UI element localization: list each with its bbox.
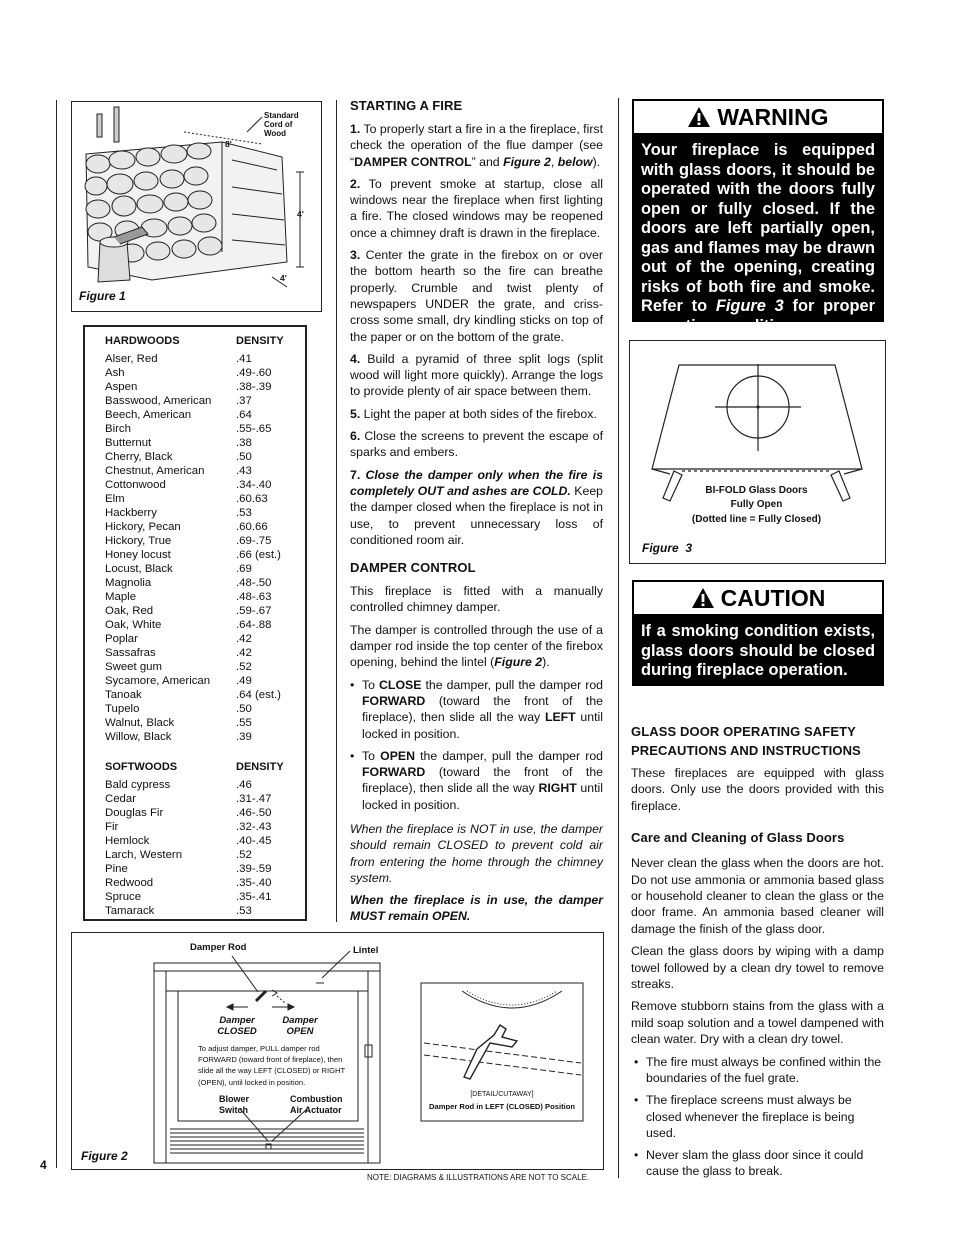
hardwoods-density: .66 (est.) bbox=[236, 549, 281, 561]
hardwoods-density: .60.63 bbox=[236, 493, 268, 505]
damper-note-2: When the fireplace is in use, the damper MUST remain OPEN. bbox=[350, 893, 603, 924]
softwoods-section bbox=[105, 760, 300, 918]
softwoods-row bbox=[105, 834, 300, 848]
hardwoods-name: Maple bbox=[105, 591, 137, 603]
hardwoods-list bbox=[105, 352, 300, 744]
hardwoods-name: Ash bbox=[105, 367, 125, 379]
hardwoods-row bbox=[105, 702, 300, 716]
hardwoods-row bbox=[105, 450, 300, 464]
softwoods-name: Pine bbox=[105, 863, 128, 875]
step-7-warning: Close the damper only when the fire is completely OUT and ashes are COLD. bbox=[350, 467, 603, 498]
hardwoods-section bbox=[105, 334, 300, 744]
step-1-text-a: To properly start a fire in a the fireplace, first check the operation of the flue damper (see “ bbox=[350, 122, 603, 169]
glass-door-section bbox=[631, 722, 884, 1186]
softwoods-header: SOFTWOODS bbox=[105, 761, 178, 773]
step-4-num: 4. bbox=[350, 351, 361, 366]
dim-depth-label: 4' bbox=[280, 273, 287, 283]
hardwoods-row bbox=[105, 576, 300, 590]
step-2 bbox=[350, 176, 603, 241]
softwoods-row bbox=[105, 848, 300, 862]
step-2-text: To prevent smoke at startup, close all windows near the fireplace when first lighting a fire. The closed windows may be reopened once a chimney draft is drawn in the fireplace. bbox=[350, 176, 603, 240]
step-1-text-b: DAMPER CONTROL bbox=[354, 154, 472, 169]
dim-height-label: 4' bbox=[297, 209, 304, 219]
hardwoods-name: Hickory, True bbox=[105, 535, 172, 547]
care-p3: Remove stubborn stains from the glass with a mild soap solution and a towel dampened with clean water. Dry with a clean dry towel. bbox=[631, 999, 884, 1047]
hardwoods-name: Locust, Black bbox=[105, 563, 173, 575]
hardwoods-density: .53 bbox=[236, 507, 252, 519]
hardwoods-name: Alser, Red bbox=[105, 353, 158, 365]
softwoods-name: Larch, Western bbox=[105, 849, 183, 861]
bullet-text: Never slam the glass door since it could cause the glass to break. bbox=[646, 1148, 864, 1179]
damper-closed-label: Damper CLOSED bbox=[217, 1015, 257, 1037]
warning-title-bar bbox=[634, 101, 882, 135]
damper-note-1: When the fireplace is NOT in use, the damper should remain CLOSED to prevent cold air from entering the home through the chimney system. bbox=[350, 821, 603, 885]
hardwoods-density: .41 bbox=[236, 353, 252, 365]
hardwoods-name: Elm bbox=[105, 493, 125, 505]
step-2-num: 2. bbox=[350, 176, 361, 191]
b1-g: until locked in position. bbox=[362, 710, 603, 741]
b1-e: (toward the front of the fireplace), then slide all the way bbox=[362, 693, 603, 725]
hardwoods-density: .64 bbox=[236, 409, 252, 421]
hardwoods-density: .59-.67 bbox=[236, 605, 272, 617]
bullet-mark: • bbox=[634, 1093, 639, 1108]
hardwoods-density: .49 bbox=[236, 675, 252, 687]
hardwoods-name: Willow, Black bbox=[105, 731, 172, 743]
glass-door-heading: GLASS DOOR OPERATING SAFETY PRECAUTIONS AND INSTRUCTIONS bbox=[631, 724, 861, 758]
hardwoods-density: .43 bbox=[236, 465, 252, 477]
hardwoods-density: .50 bbox=[236, 703, 252, 715]
hardwoods-density: .69-.75 bbox=[236, 535, 272, 547]
fireplace-top-view-diagram bbox=[630, 341, 884, 561]
warning-banner bbox=[632, 99, 884, 335]
hardwoods-row bbox=[105, 534, 300, 548]
hardwoods-row bbox=[105, 394, 300, 408]
softwoods-density: .39-.59 bbox=[236, 863, 272, 875]
step-1-text-c: ” and bbox=[471, 154, 504, 169]
glass-door-p1: These fireplaces are equipped with glass doors. Only use the doors provided with this fireplace. bbox=[631, 766, 884, 813]
hardwoods-row bbox=[105, 436, 300, 450]
hardwoods-name: Sycamore, American bbox=[105, 675, 211, 687]
softwoods-row bbox=[105, 876, 300, 890]
b1-b: CLOSE bbox=[379, 677, 422, 692]
hardwoods-name: Basswood, American bbox=[105, 395, 212, 407]
hardwoods-name: Beech, American bbox=[105, 409, 192, 421]
hardwoods-name: Aspen bbox=[105, 381, 138, 393]
softwoods-density: .31-.47 bbox=[236, 793, 272, 805]
softwoods-name: Douglas Fir bbox=[105, 807, 164, 819]
hardwoods-row bbox=[105, 352, 300, 366]
softwoods-name: Redwood bbox=[105, 877, 154, 889]
step-3-text: Center the grate in the firebox on or over the bottom hearth so the fire can breathe properly. Crumble and twist plenty of newspapers UNDER the grate, and criss-cross some small, dry kindling sticks on top of the paper or on the bottom of the grate. bbox=[350, 248, 603, 344]
glass-door-bullets bbox=[631, 1054, 884, 1180]
softwoods-density: .52 bbox=[236, 849, 252, 861]
softwoods-name: Fir bbox=[105, 821, 119, 833]
hardwoods-row bbox=[105, 632, 300, 646]
hardwoods-row bbox=[105, 618, 300, 632]
hardwoods-row bbox=[105, 422, 300, 436]
softwoods-name: Spruce bbox=[105, 891, 142, 903]
b2-c: the damper, pull the damper rod bbox=[414, 748, 603, 763]
hardwoods-row bbox=[105, 520, 300, 534]
step-1-text-e: , bbox=[550, 154, 558, 169]
hardwoods-name: Walnut, Black bbox=[105, 717, 175, 729]
hardwoods-header: HARDWOODS bbox=[105, 335, 180, 347]
softwoods-header-row bbox=[105, 760, 300, 774]
b2-b: OPEN bbox=[380, 748, 415, 763]
figure-2-caption: Figure 2 bbox=[81, 1149, 128, 1163]
step-1-figure-ref: Figure 2 bbox=[503, 154, 551, 169]
column-rule-1 bbox=[336, 100, 337, 922]
step-5-num: 5. bbox=[350, 406, 361, 421]
hardwoods-name: Magnolia bbox=[105, 577, 152, 589]
softwoods-density: .40-.45 bbox=[236, 835, 272, 847]
warning-body-c: for proper operating conditions. bbox=[641, 297, 875, 335]
damper-control-heading: DAMPER CONTROL bbox=[350, 560, 476, 576]
damper-open-label: Damper OPEN bbox=[282, 1015, 318, 1037]
step-6-num: 6. bbox=[350, 429, 361, 444]
b1-c: the damper, pull the damper rod bbox=[421, 677, 603, 692]
hardwoods-name: Hickory, Pecan bbox=[105, 521, 181, 533]
hardwoods-row bbox=[105, 590, 300, 604]
caution-title: CAUTION bbox=[720, 584, 826, 611]
damper-instruction: To adjust damper, PULL damper rod FORWARD (toward front of fireplace), then slide all the way LEFT (CLOSED) or RIGHT (OPEN), until locked in position. bbox=[198, 1044, 345, 1087]
hardwoods-row bbox=[105, 506, 300, 520]
damper-p2-c: ). bbox=[542, 655, 550, 670]
glass-door-bullet bbox=[631, 1092, 884, 1141]
hardwoods-density: .55 bbox=[236, 717, 252, 729]
damper-rod-label: Damper Rod bbox=[190, 942, 247, 953]
hardwoods-row bbox=[105, 716, 300, 730]
step-7-num: 7. bbox=[350, 467, 361, 482]
cord-label: Standard Cord of Wood bbox=[264, 111, 299, 138]
hardwoods-density: .52 bbox=[236, 661, 252, 673]
damper-close-bullet: • To CLOSE the damper, pull the damper rod FORWARD (toward the front of the fireplace), then slide all the way LEFT until locked in position. bbox=[350, 677, 603, 741]
softwoods-density: .35-.40 bbox=[236, 877, 272, 889]
softwoods-density: .53 bbox=[236, 905, 252, 917]
damper-p2-a: The damper is controlled through the use of a damper rod inside the top center of the firebox opening, behind the lintel ( bbox=[350, 622, 603, 670]
b1-d: FORWARD bbox=[362, 693, 426, 708]
hardwoods-row bbox=[105, 730, 300, 744]
hardwoods-name: Tupelo bbox=[105, 703, 140, 715]
hardwoods-row bbox=[105, 646, 300, 660]
hardwoods-row bbox=[105, 492, 300, 506]
figure-3-label-1: BI-FOLD Glass Doors bbox=[705, 485, 808, 496]
softwoods-name: Cedar bbox=[105, 793, 137, 805]
step-5 bbox=[350, 406, 603, 422]
hardwoods-density: .69 bbox=[236, 563, 252, 575]
hardwoods-row bbox=[105, 408, 300, 422]
hardwoods-name: Birch bbox=[105, 423, 131, 435]
density-header-2: DENSITY bbox=[236, 761, 284, 773]
step-3-num: 3. bbox=[350, 248, 361, 263]
softwoods-name: Hemlock bbox=[105, 835, 150, 847]
care-p2: Clean the glass doors by wiping with a damp towel followed by a clean dry towel to remove streaks. bbox=[631, 944, 884, 992]
hardwoods-density: .64 (est.) bbox=[236, 689, 281, 701]
hardwoods-name: Chestnut, American bbox=[105, 465, 205, 477]
combustion-air-label: Combustion Air Actuator bbox=[290, 1094, 343, 1115]
page-number: 4 bbox=[40, 1158, 47, 1172]
softwoods-row bbox=[105, 806, 300, 820]
hardwoods-row bbox=[105, 674, 300, 688]
density-header: DENSITY bbox=[236, 335, 284, 347]
starting-fire-heading: STARTING A FIRE bbox=[350, 98, 463, 113]
b2-a: To bbox=[362, 748, 381, 763]
hardwoods-row bbox=[105, 464, 300, 478]
warning-figure-ref: Figure 3 bbox=[715, 297, 784, 315]
warning-body-a: Your fireplace is equipped with glass doors, it should be operated with the doors fully open or fully closed. If the doors are left partially open, gas and flames may be drawn out of the opening, creating risks of both fire and smoke. Refer to bbox=[641, 141, 875, 315]
dim-length-label: 8' bbox=[225, 139, 232, 149]
hardwoods-density: .64-.88 bbox=[236, 619, 272, 631]
step-1-below: below bbox=[557, 154, 593, 169]
softwoods-row bbox=[105, 862, 300, 876]
hardwoods-density: .37 bbox=[236, 395, 252, 407]
starting-fire-section bbox=[350, 98, 603, 931]
step-7-text: Keep the damper closed when the fireplace is not in use, to prevent unnecessary loss of conditioned room air. bbox=[350, 483, 603, 547]
b1-a: To bbox=[362, 677, 380, 692]
hardwoods-density: .50 bbox=[236, 451, 252, 463]
detail-tag: [DETAIL/CUTAWAY] bbox=[470, 1091, 534, 1098]
bullet-text: The fireplace screens must always be closed whenever the fireplace is being used. bbox=[646, 1093, 855, 1140]
b2-g: until locked in position. bbox=[362, 781, 603, 812]
hardwoods-name: Honey locust bbox=[105, 549, 171, 561]
care-p1: Never clean the glass when the doors are hot. Do not use ammonia or ammonia based glass or household cleaner to clean the glass or the door frame. An ammonia based cleaner will damage the finish of the glass door. bbox=[631, 856, 884, 936]
step-7 bbox=[350, 467, 603, 548]
softwoods-density: .35-.41 bbox=[236, 891, 272, 903]
figure-3-label-3: (Dotted line = Fully Closed) bbox=[691, 514, 822, 525]
figure-3 bbox=[629, 340, 886, 564]
figure-3-label-2: Fully Open bbox=[730, 499, 783, 510]
hardwoods-density: .48-.63 bbox=[236, 591, 272, 603]
step-6-text: Close the screens to prevent the escape of sparks and embers. bbox=[350, 429, 603, 460]
damper-p1: This fireplace is fitted with a manually controlled chimney damper. bbox=[350, 584, 603, 615]
hardwoods-row bbox=[105, 688, 300, 702]
hardwoods-name: Butternut bbox=[105, 437, 152, 449]
hardwoods-name: Cottonwood bbox=[105, 479, 166, 491]
softwoods-row bbox=[105, 890, 300, 904]
figure-1 bbox=[71, 101, 322, 312]
softwoods-row bbox=[105, 820, 300, 834]
hardwoods-name: Tanoak bbox=[105, 689, 142, 701]
caution-triangle-icon bbox=[691, 587, 715, 609]
hardwoods-name: Poplar bbox=[105, 633, 138, 645]
lintel-label: Lintel bbox=[353, 945, 379, 956]
figure-3-caption: Figure 3 bbox=[642, 541, 693, 555]
softwoods-density: .46-.50 bbox=[236, 807, 272, 819]
hardwoods-density: .38-.39 bbox=[236, 381, 272, 393]
softwoods-name: Tamarack bbox=[105, 905, 155, 917]
caution-body: If a smoking condition exists, glass doors should be closed during fireplace operation. bbox=[641, 622, 875, 679]
damper-p2 bbox=[350, 622, 603, 671]
glass-door-bullet bbox=[631, 1147, 884, 1180]
b2-f: RIGHT bbox=[538, 781, 577, 796]
softwoods-row bbox=[105, 792, 300, 806]
footer-note: NOTE: DIAGRAMS & ILLUSTRATIONS ARE NOT TO SCALE. bbox=[367, 1173, 590, 1182]
step-4-text: Build a pyramid of three split logs (split wood will light more quickly). Arrange the logs to provide plenty of air space between them. bbox=[350, 351, 603, 399]
hardwoods-name: Cherry, Black bbox=[105, 451, 173, 463]
hardwoods-density: .42 bbox=[236, 633, 252, 645]
warning-triangle-icon bbox=[687, 106, 711, 128]
step-4 bbox=[350, 351, 603, 400]
damper-open-bullet: • To OPEN the damper, pull the damper rod FORWARD (toward the front of the fireplace), then slide all the way RIGHT until locked in position. bbox=[350, 748, 603, 812]
step-6 bbox=[350, 428, 603, 461]
damper-p2-figure-ref: Figure 2 bbox=[494, 655, 543, 670]
hardwoods-density: .55-.65 bbox=[236, 423, 272, 435]
blower-switch-label: Blower Switch bbox=[219, 1094, 250, 1115]
bullet-mark: • bbox=[634, 1148, 639, 1163]
step-1-text-g: ). bbox=[592, 154, 601, 169]
step-1 bbox=[350, 121, 603, 170]
hardwoods-name: Sweet gum bbox=[105, 661, 162, 673]
softwoods-row bbox=[105, 904, 300, 918]
figure-1-caption: Figure 1 bbox=[79, 289, 126, 303]
hardwoods-density: .48-.50 bbox=[236, 577, 272, 589]
b2-e: (toward the front of the fireplace), then slide all the way bbox=[362, 765, 603, 796]
hardwoods-density: .34-.40 bbox=[236, 479, 272, 491]
step-5-text: Light the paper at both sides of the firebox. bbox=[360, 406, 597, 421]
hardwoods-density: .42 bbox=[236, 647, 252, 659]
b2-d: FORWARD bbox=[362, 765, 426, 780]
figure-2 bbox=[71, 932, 604, 1170]
hardwoods-name: Oak, White bbox=[105, 619, 162, 631]
care-cleaning-heading: Care and Cleaning of Glass Doors bbox=[631, 830, 845, 846]
hardwoods-row bbox=[105, 366, 300, 380]
column-rule-2 bbox=[618, 98, 619, 1178]
hardwoods-name: Hackberry bbox=[105, 507, 157, 519]
warning-body bbox=[634, 135, 882, 342]
hardwoods-density: .38 bbox=[236, 437, 252, 449]
hardwoods-name: Sassafras bbox=[105, 647, 156, 659]
hardwoods-density: .39 bbox=[236, 731, 252, 743]
hardwoods-name: Oak, Red bbox=[105, 605, 154, 617]
wood-density-table bbox=[83, 325, 307, 921]
hardwoods-row bbox=[105, 604, 300, 618]
caution-title-bar bbox=[634, 582, 882, 616]
hardwoods-header-row bbox=[105, 334, 300, 348]
step-1-num: 1. bbox=[350, 122, 361, 136]
softwoods-density: .46 bbox=[236, 779, 252, 791]
hardwoods-density: .60.66 bbox=[236, 521, 268, 533]
warning-title: WARNING bbox=[717, 103, 829, 130]
softwoods-density: .32-.43 bbox=[236, 821, 272, 833]
hardwoods-row bbox=[105, 562, 300, 576]
bullet-text: The fire must always be confined within the boundaries of the fuel grate. bbox=[646, 1054, 882, 1085]
caution-banner bbox=[632, 580, 884, 686]
softwoods-row bbox=[105, 778, 300, 792]
hardwoods-density: .49-.60 bbox=[236, 367, 272, 379]
hardwoods-row bbox=[105, 548, 300, 562]
b1-f: LEFT bbox=[544, 710, 576, 725]
detail-label: Damper Rod in LEFT (CLOSED) Position bbox=[429, 1102, 575, 1111]
step-3 bbox=[350, 247, 603, 345]
hardwoods-row bbox=[105, 478, 300, 492]
left-margin-rule bbox=[56, 100, 57, 1168]
glass-door-bullet bbox=[631, 1054, 884, 1087]
softwoods-list bbox=[105, 778, 300, 918]
hardwoods-row bbox=[105, 660, 300, 674]
softwoods-name: Bald cypress bbox=[105, 779, 171, 791]
bullet-mark: • bbox=[634, 1054, 639, 1069]
hardwoods-row bbox=[105, 380, 300, 394]
